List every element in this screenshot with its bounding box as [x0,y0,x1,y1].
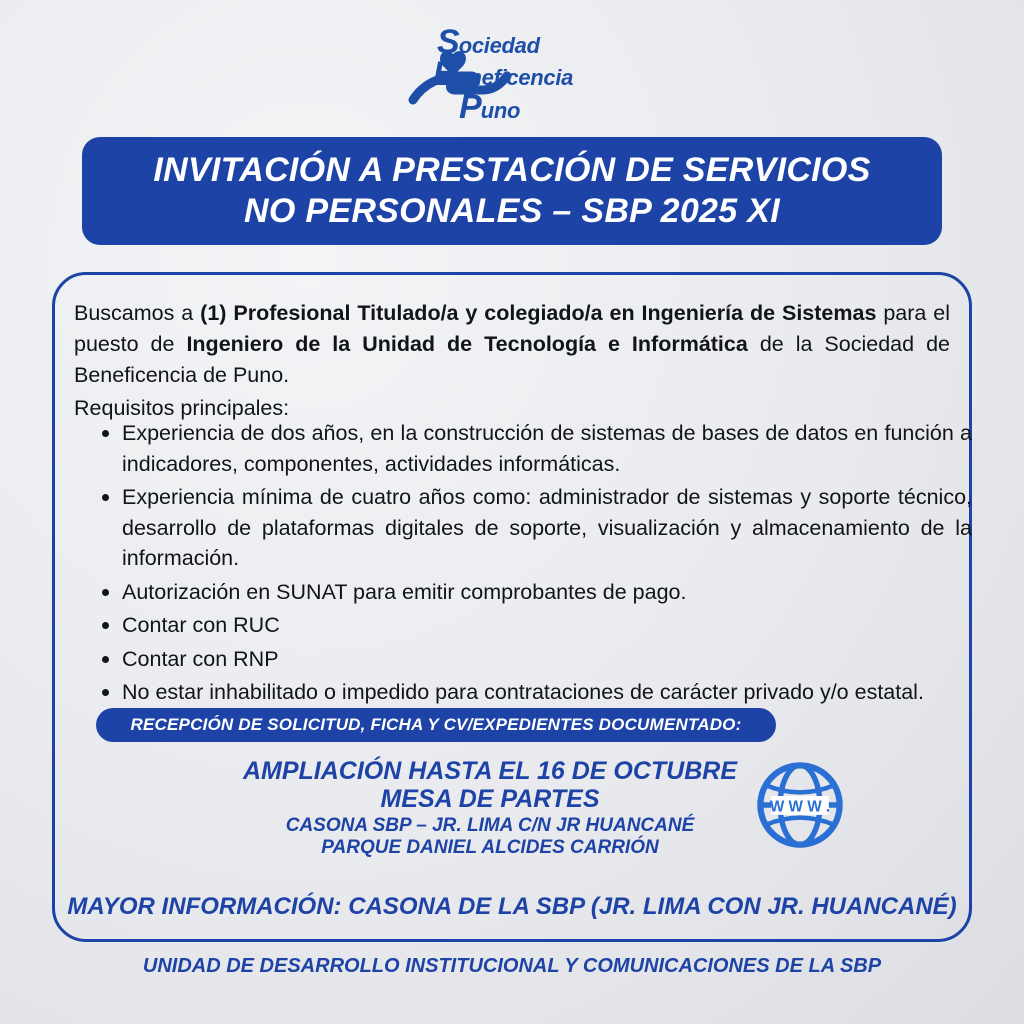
banner-line-2: NO PERSONALES – SBP 2025 XI [244,192,780,230]
intro-part-c: para el puesto de [74,301,951,356]
logo-line2-cap: B [433,55,457,94]
list-item: No estar inhabilitado o impedido para contrataciones de carácter privado y/o estatal. [118,677,972,708]
banner-line-1: INVITACIÓN A PRESTACIÓN DE SERVICIOS [153,150,871,189]
intro-part-e: de la Sociedad de Beneficencia de Puno. [74,331,950,387]
deadline-block [180,757,800,859]
deadline-line-1: AMPLIACIÓN HASTA EL 16 DE OCTUBRE [242,757,738,785]
deadline-line-2: MESA DE PARTES [380,785,600,813]
sbp-logo [397,22,627,126]
logo-line1-cap: S [437,23,459,61]
list-item: Experiencia mínima de cuatro años como: administrador de sistemas y soporte técnico, desarrollo de plataformas digitales de soporte, visualización y almacenamiento de la información. [118,482,972,574]
logo-line3-rest: uno [480,97,521,123]
logo-line2-rest: eneficencia [456,65,574,91]
logo-wordmark [433,23,574,126]
intro-part-a: Buscamos a [74,301,201,325]
list-item: Contar con RNP [118,644,972,675]
reception-banner: RECEPCIÓN DE SOLICITUD, FICHA Y CV/EXPEDIENTES DOCUMENTADO: [96,708,776,742]
list-item: Experiencia de dos años, en la construcción de sistemas de bases de datos en función a indicadores, componentes, actividades informáticas. [118,418,972,479]
logo-line1-rest: ociedad [458,33,540,58]
list-item: Autorización en SUNAT para emitir comprobantes de pago. [118,577,972,608]
logo-line3-cap: P [459,87,481,126]
more-info-line: MAYOR INFORMACIÓN: CASONA DE LA SBP (JR. LIMA CON JR. HUANCANÉ) [67,893,957,920]
intro-paragraph [74,298,950,424]
title-banner [82,137,942,245]
svg-text:W W W .: W W W . [769,798,831,816]
deadline-line-4: PARQUE DANIEL ALCIDES CARRIÓN [321,837,659,859]
deadline-line-3: CASONA SBP – JR. LIMA C/N JR HUANCANÉ [285,815,695,836]
footer-line: UNIDAD DE DESARROLLO INSTITUCIONAL Y COMUNICACIONES DE LA SBP [142,955,882,977]
globe-www-icon [755,760,845,850]
requirements-list [96,418,972,711]
list-item: Contar con RUC [118,610,972,641]
logo-area [0,22,1024,126]
intro-highlight-profession: (1) Profesional Titulado/a y colegiado/a en Ingeniería de Sistemas [200,301,877,325]
requirements-label: Requisitos principales: [74,395,290,420]
intro-highlight-role: Ingeniero de la Unidad de Tecnología e Informática [186,331,748,356]
